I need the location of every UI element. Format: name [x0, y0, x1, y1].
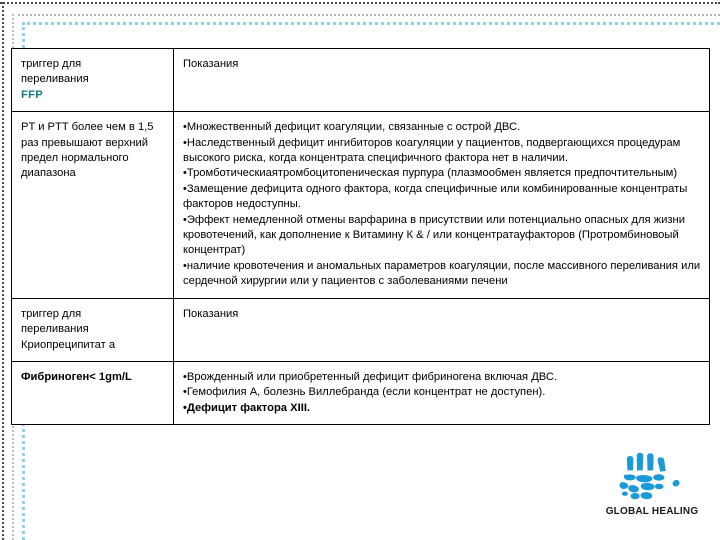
cryo-trigger-line3: Криопреципитат а	[21, 338, 116, 351]
decorative-top-border-dark	[0, 2, 720, 4]
table-row-header-cryo	[12, 298, 710, 361]
header-cell-indications-1: Показания	[174, 49, 710, 112]
cryo-trigger-line1: триггер для	[21, 307, 82, 320]
ffp-accent-label: FFP	[21, 88, 44, 101]
table-row-header-ffp	[12, 49, 710, 112]
decorative-top-border-cyan	[22, 22, 720, 25]
list-item: • Замещение дефицита одного фактора, когда специфичные или комбинированные концентраты факторов недоступны.	[183, 182, 701, 213]
body-cell-cryo-criteria	[12, 361, 174, 424]
ffp-trigger-line2	[21, 72, 165, 103]
header-cell-indications-2: Показания	[174, 298, 710, 361]
list-item: • Врожденный или приобретенный дефицит фибриногена включая ДВС.	[183, 370, 701, 385]
cryo-trigger-line2: переливания	[21, 323, 89, 336]
fibrinogen-threshold: Фибриноген< 1gm/L	[21, 370, 132, 383]
table-row-body-cryo	[12, 361, 710, 424]
decorative-left-border-dark	[2, 2, 4, 540]
brand-logo	[592, 452, 712, 530]
body-cell-cryo-indications	[174, 361, 710, 424]
transfusion-trigger-table	[11, 48, 710, 425]
list-item: • Множественный дефицит коагуляции, связанные с острой ДВС.	[183, 120, 701, 135]
content-sheet	[11, 48, 709, 425]
decorative-top-border-gray	[18, 14, 720, 16]
cryo-indications-list	[183, 370, 701, 416]
list-item: • Наследственный дефицит ингибиторов коагуляции у пациентов, подвергающихся процедурам высокого риска, когда концентрата специфичного фактора нет в наличии.	[183, 136, 701, 167]
ffp-trigger-line1: триггер для	[21, 58, 82, 70]
body-cell-ffp-indications	[174, 112, 710, 298]
handprint-globe-icon	[616, 452, 688, 504]
list-item: • Эффект немедленной отмены варфарина в присутствии или потенциально опасных для жизни кровотечений, как дополнение к Витамину К & / или концентратауфакторов (Протромбиновоый концентрат)	[183, 213, 701, 259]
list-item: • наличие кровотечения и аномальных параметров коагуляции, после массивного переливания или сердечной хирургии или у пациентов с заболеваниями печени	[183, 259, 701, 290]
logo-wordmark: GLOBAL HEALING	[605, 506, 699, 517]
body-cell-ffp-criteria: PT и PTT более чем в 1,5 раз превышают верхний предел нормального диапазона	[12, 112, 174, 298]
ffp-trigger-line2-text: переливания	[21, 73, 89, 86]
list-item: • Дефицит фактора XIII.	[183, 401, 701, 416]
header-cell-cryo-trigger	[12, 298, 174, 361]
table-row-body-ffp	[12, 112, 710, 298]
list-item: • Гемофилия А, болезнь Виллебранда (если концентрат не доступен).	[183, 385, 701, 400]
ffp-indications-list	[183, 120, 701, 289]
list-item: • Тромботическиаятромбоцитопеническая пурпура (плазмообмен является предпочтительным)	[183, 166, 701, 181]
header-cell-ffp-trigger	[12, 49, 174, 112]
